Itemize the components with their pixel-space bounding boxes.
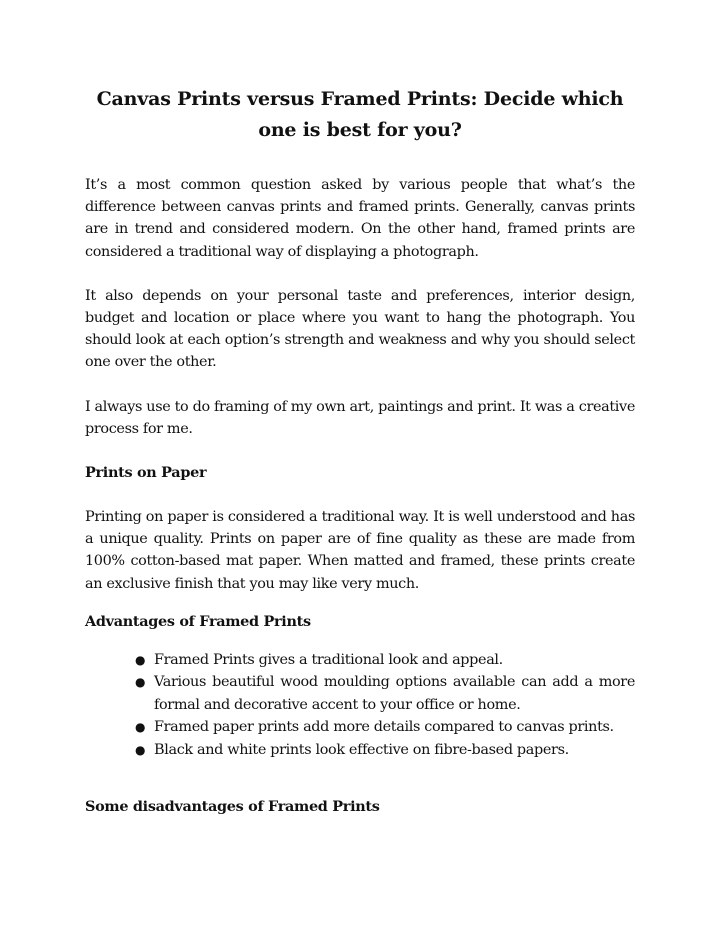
prints-on-paper-paragraph: Printing on paper is considered a traditional way. It is well understood and has a unique quality. Prints on paper are of fine quality as these are made from 100% cotton-based mat paper. When matted and framed, these prints create an exclusive finish that you may like very much.	[85, 509, 635, 592]
bullet-icon: ●	[135, 720, 146, 735]
intro-paragraph-2: It also depends on your personal taste and preferences, interior design, budget and location or place where you want to hang the photograph. You should look at each option’s strength and weakness and why you should select one over the other.	[85, 287, 635, 371]
intro-paragraph-3: I always use to do framing of my own art, paintings and print. It was a creative process for me.	[85, 398, 635, 437]
list-item-text: Framed paper prints add more details compared to canvas prints.	[154, 719, 614, 736]
bullet-icon: ●	[135, 652, 146, 667]
section-heading-prints-on-paper: Prints on Paper	[85, 464, 207, 482]
list-item	[135, 716, 635, 739]
document-title: Canvas Prints versus Framed Prints: Decide which one is best for you?	[96, 88, 624, 141]
list-item	[135, 671, 635, 716]
document-page	[85, 84, 635, 818]
bullet-icon: ●	[135, 742, 146, 757]
list-item-text: Various beautiful wood moulding options available can add a more formal and decorative accent to your office or home.	[154, 674, 635, 713]
list-item-text: Framed Prints gives a traditional look and appeal.	[154, 651, 503, 668]
advantages-list	[85, 649, 635, 762]
bullet-icon: ●	[135, 675, 146, 690]
list-item-text: Black and white prints look effective on fibre-based papers.	[154, 741, 569, 758]
intro-paragraph-1: It’s a most common question asked by various people that what’s the difference between canvas prints and framed prints. Generally, canvas prints are in trend and considered modern. On the other hand, framed prints are considered a traditional way of displaying a photograph.	[85, 177, 635, 260]
section-heading-advantages: Advantages of Framed Prints	[85, 612, 311, 630]
list-item	[135, 649, 635, 672]
section-heading-disadvantages: Some disadvantages of Framed Prints	[85, 798, 380, 816]
list-item	[135, 739, 635, 762]
